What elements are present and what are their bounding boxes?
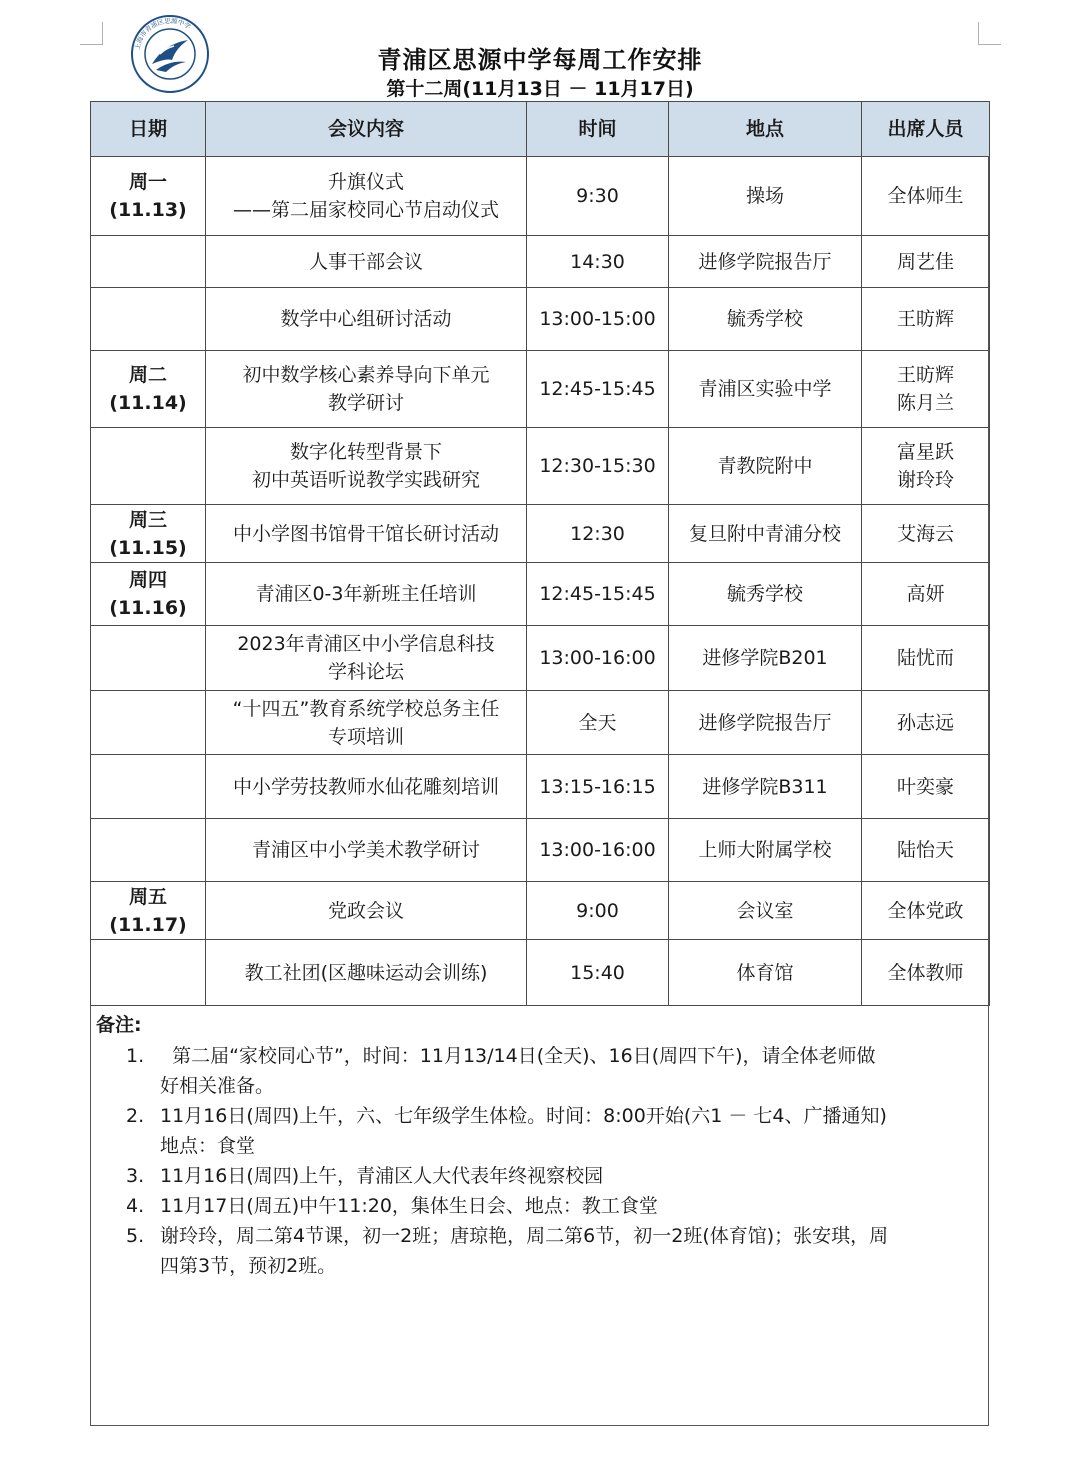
remark-text-line: 11月17日(周五)中午11:20，集体生日会、地点：教工食堂 (160, 1195, 658, 1217)
cell-attendees-line: 全体师生 (887, 185, 964, 207)
cell-attendees (862, 626, 990, 691)
remarks-section (96, 1010, 986, 1281)
cell-attendees (862, 351, 990, 428)
cell-content-line: 专项培训 (327, 725, 404, 748)
cell-content (206, 428, 527, 505)
cell-time: 9:30 (527, 157, 669, 236)
remark-text-line: 第二届“家校同心节”，时间：11月13/14日(全天)、16日(周四下午)，请全体老师做 (160, 1045, 876, 1067)
cell-date (91, 236, 206, 288)
cell-date (91, 157, 206, 236)
remarks-title: 备注: (96, 1014, 142, 1036)
column-header-content: 会议内容 (206, 102, 527, 157)
cell-date-line: (11.17) (109, 913, 187, 936)
cell-content (206, 626, 527, 691)
remark-item (96, 1221, 986, 1281)
remark-item (96, 1101, 986, 1161)
svg-text:上海市青浦区思源中学: 上海市青浦区思源中学 (133, 16, 193, 51)
cell-place: 操场 (669, 157, 862, 236)
cell-content-line: 数学中心组研讨活动 (280, 308, 452, 330)
table-row (91, 157, 990, 236)
cell-content (206, 288, 527, 351)
cell-content-line: “十四五”教育系统学校总务主任 (232, 697, 500, 720)
cell-content (206, 236, 527, 288)
cell-date (91, 428, 206, 505)
cell-time: 13:00-16:00 (527, 626, 669, 691)
remark-number: 1. (126, 1045, 145, 1067)
remark-text-line: 11月16日(周四)上午，青浦区人大代表年终视察校园 (160, 1165, 604, 1187)
cell-content (206, 563, 527, 626)
column-header-time: 时间 (527, 102, 669, 157)
cell-date (91, 563, 206, 626)
cell-date (91, 882, 206, 940)
remark-text-line: 地点：食堂 (160, 1135, 256, 1157)
cell-attendees (862, 563, 990, 626)
cell-date-line: (11.16) (109, 597, 187, 619)
table-row (91, 563, 990, 626)
cell-date-line: (11.15) (109, 536, 187, 559)
cell-time: 12:30-15:30 (527, 428, 669, 505)
cell-attendees-line: 全体教师 (887, 961, 964, 984)
cell-place: 毓秀学校 (669, 563, 862, 626)
schedule-table (90, 101, 990, 1006)
cell-content-line: 学科论坛 (327, 661, 404, 683)
cell-content (206, 882, 527, 940)
table-header-row (91, 102, 990, 157)
cell-attendees-line: 周艺佳 (896, 250, 954, 273)
table-row (91, 236, 990, 288)
cell-date (91, 505, 206, 563)
cell-content (206, 157, 527, 236)
cell-attendees (862, 819, 990, 882)
cell-attendees-line: 富星跃 (896, 441, 954, 463)
table-row (91, 351, 990, 428)
cell-attendees (862, 157, 990, 236)
cell-place: 会议室 (669, 882, 862, 940)
table-row (91, 755, 990, 819)
cell-attendees-line: 谢玲玲 (896, 469, 954, 491)
cell-attendees (862, 288, 990, 351)
cell-content (206, 940, 527, 1006)
remark-item (96, 1191, 986, 1221)
cell-date (91, 819, 206, 882)
remark-number: 4. (126, 1195, 145, 1217)
cell-content-line: 教学研讨 (327, 392, 404, 414)
cell-date-line: 周三 (128, 508, 167, 531)
cell-attendees (862, 882, 990, 940)
table-row (91, 940, 990, 1006)
cell-attendees-line: 王昉辉 (896, 364, 954, 386)
remark-number: 2. (126, 1105, 145, 1127)
cell-content (206, 691, 527, 755)
cell-content (206, 819, 527, 882)
cell-time: 12:30 (527, 505, 669, 563)
column-header-attendees: 出席人员 (862, 102, 990, 157)
cell-content (206, 755, 527, 819)
table-row (91, 819, 990, 882)
cell-time: 12:45-15:45 (527, 351, 669, 428)
cell-attendees-line: 全体党政 (887, 899, 964, 922)
page-title: 青浦区思源中学每周工作安排 (377, 46, 703, 74)
cell-date-line: 周五 (128, 885, 167, 908)
cell-content-line: 教工社团(区趣味运动会训练) (244, 961, 488, 984)
cell-place: 进修学院报告厅 (669, 691, 862, 755)
cell-attendees (862, 236, 990, 288)
cell-date (91, 351, 206, 428)
cell-date (91, 940, 206, 1006)
cell-date-line: (11.14) (109, 392, 187, 414)
remark-item (96, 1041, 986, 1101)
cell-attendees-line: 陈月兰 (896, 392, 954, 414)
cell-content (206, 505, 527, 563)
cell-content-line: 青浦区中小学美术教学研讨 (251, 839, 480, 861)
cell-attendees (862, 940, 990, 1006)
cell-date (91, 626, 206, 691)
cell-content (206, 351, 527, 428)
column-header-place: 地点 (669, 102, 862, 157)
cell-attendees (862, 755, 990, 819)
table-row (91, 691, 990, 755)
cell-date-line: (11.13) (109, 199, 187, 221)
cell-attendees-line: 王昉辉 (896, 308, 954, 330)
cell-content-line: 2023年青浦区中小学信息科技 (237, 633, 495, 655)
cell-attendees-line: 陆忧而 (896, 647, 954, 669)
table-row (91, 505, 990, 563)
cell-attendees-line: 艾海云 (896, 522, 954, 545)
cell-time: 14:30 (527, 236, 669, 288)
cell-time: 9:00 (527, 882, 669, 940)
table-row (91, 882, 990, 940)
cell-time: 15:40 (527, 940, 669, 1006)
remark-text-line: 好相关准备。 (160, 1075, 275, 1097)
remark-item (96, 1161, 986, 1191)
cell-content-line: 初中数学核心素养导向下单元 (242, 364, 490, 386)
remarks-list (96, 1041, 986, 1281)
table-row (91, 626, 990, 691)
cell-place: 上师大附属学校 (669, 819, 862, 882)
cell-attendees-line: 孙志远 (896, 711, 954, 734)
cell-date (91, 755, 206, 819)
cell-place: 复旦附中青浦分校 (669, 505, 862, 563)
cell-attendees (862, 428, 990, 505)
cell-content-line: 青浦区0-3年新班主任培训 (255, 583, 477, 605)
cell-content-line: 人事干部会议 (308, 250, 423, 273)
remark-number: 3. (126, 1165, 145, 1187)
remark-number: 5. (126, 1225, 145, 1247)
cell-place: 进修学院B201 (669, 626, 862, 691)
cell-time: 13:15-16:15 (527, 755, 669, 819)
cell-attendees-line: 陆怡天 (896, 839, 954, 861)
cell-content-line: 数字化转型背景下 (289, 441, 442, 463)
cell-attendees (862, 691, 990, 755)
cell-attendees-line: 高妍 (906, 583, 945, 605)
cell-place: 体育馆 (669, 940, 862, 1006)
cell-place: 青浦区实验中学 (669, 351, 862, 428)
table-row (91, 428, 990, 505)
cell-date (91, 691, 206, 755)
cell-content-line: 升旗仪式 (327, 171, 404, 193)
cell-date-line: 周四 (128, 569, 167, 591)
cell-content-line: 初中英语听说教学实践研究 (251, 469, 480, 491)
cell-time: 12:45-15:45 (527, 563, 669, 626)
page-subtitle: 第十二周(11月13日 － 11月17日) (386, 78, 694, 100)
cell-content-line: 中小学劳技教师水仙花雕刻培训 (232, 775, 499, 798)
cell-date (91, 288, 206, 351)
table-row (91, 288, 990, 351)
cell-attendees (862, 505, 990, 563)
cell-content-line: 党政会议 (327, 899, 404, 922)
cell-time: 13:00-16:00 (527, 819, 669, 882)
cell-time: 全天 (527, 691, 669, 755)
cell-place: 进修学院报告厅 (669, 236, 862, 288)
remark-text-line: 谢玲玲，周二第4节课，初一2班；唐琼艳，周二第6节，初一2班(体育馆)；张安琪，周 (160, 1225, 889, 1247)
remark-text-line: 11月16日(周四)上午，六、七年级学生体检。时间：8:00开始(六1 － 七4、广播通知) (160, 1105, 887, 1127)
cell-date-line: 周二 (128, 364, 167, 386)
cell-place: 青教院附中 (669, 428, 862, 505)
column-header-date: 日期 (91, 102, 206, 157)
cell-place: 进修学院B311 (669, 755, 862, 819)
cell-attendees-line: 叶奕豪 (896, 775, 954, 798)
cell-place: 毓秀学校 (669, 288, 862, 351)
remark-text-line: 四第3节，预初2班。 (160, 1255, 337, 1277)
cell-content-line: 中小学图书馆骨干馆长研讨活动 (232, 522, 499, 545)
cell-date-line: 周一 (128, 171, 167, 193)
cell-content-line: ——第二届家校同心节启动仪式 (232, 199, 499, 221)
cell-time: 13:00-15:00 (527, 288, 669, 351)
